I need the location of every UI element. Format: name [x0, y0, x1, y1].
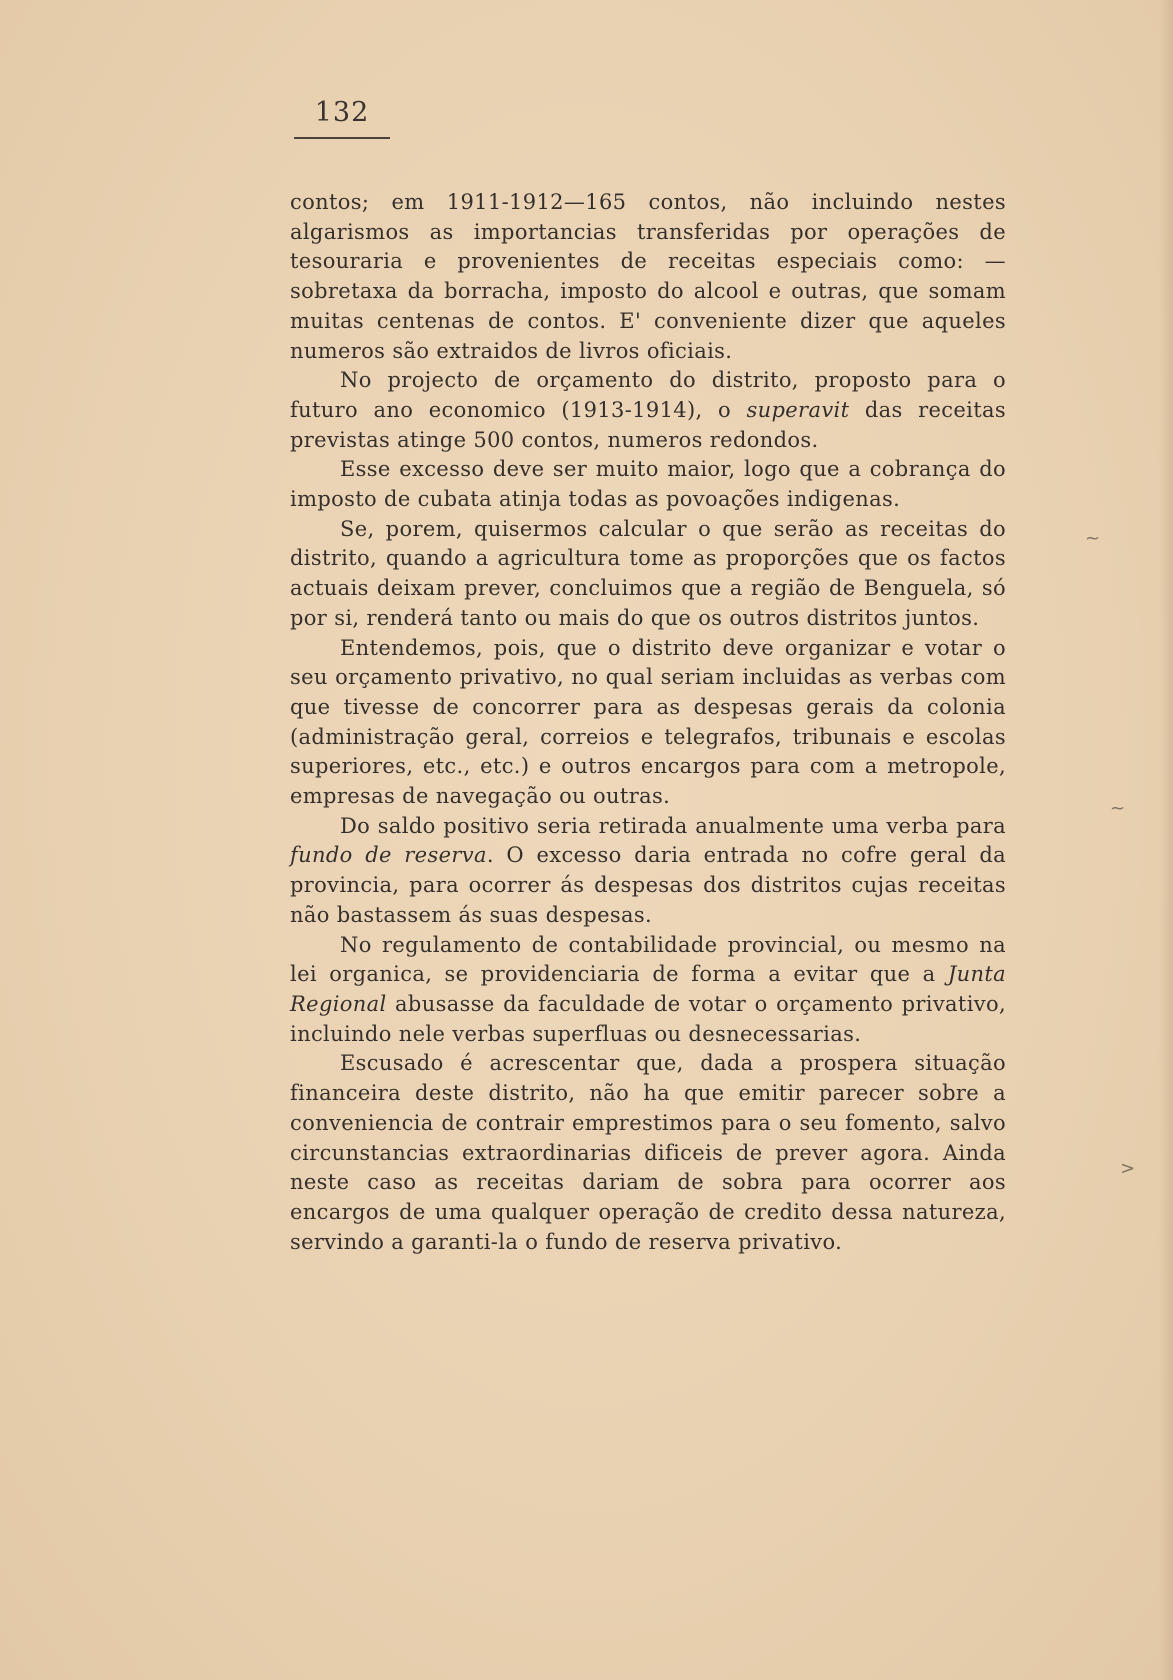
- paragraph: [290, 188, 1006, 366]
- paragraph: [290, 515, 1006, 634]
- text-run: Do saldo positivo seria retirada anualmente uma verba para: [340, 813, 1006, 838]
- page-number-rule: [294, 137, 390, 139]
- paragraph: [290, 1049, 1006, 1257]
- paragraph: [290, 455, 1006, 514]
- text-run: Escusado é acrescentar que, dada a prospera situação financeira deste distrito, não ha que emitir parecer sobre a conveniencia de contrair emprestimos para o seu fomento, salvo circunstancias extraordinarias dificeis de prever agora. Ainda neste caso as receitas dariam de sobra para ocorrer aos encargos de uma qualquer operação de credito dessa natureza, servindo a garanti-la o fundo de reserva privativo.: [290, 1051, 1006, 1254]
- text-run: . O excesso daria entrada no cofre geral da provincia, para ocorrer ás despesas dos distritos cujas receitas não bastassem ás suas despesas.: [290, 843, 1006, 927]
- text-run: Entendemos, pois, que o distrito deve organizar e votar o seu orçamento privativo, no qual seriam incluidas as verbas com que tivesse de concorrer para as despesas gerais da colonia (administração geral, correios e telegrafos, tribunais e escolas superiores, etc., etc.) e outros encargos para com a metropole, empresas de navegação ou outras.: [290, 635, 1006, 809]
- margin-blot-mark: ~: [1085, 528, 1101, 549]
- paragraph: [290, 634, 1006, 812]
- margin-blot-mark: >: [1120, 1158, 1136, 1179]
- text-run: No regulamento de contabilidade provincial, ou mesmo na lei organica, se providenciaria de forma a evitar que a: [290, 932, 1006, 987]
- italic-text: Junta Regional: [290, 962, 1006, 1016]
- body-text: [290, 188, 1006, 1257]
- italic-text: fundo de reserva: [290, 843, 487, 868]
- paragraph: [290, 931, 1006, 1050]
- page-edge-shadow: [1159, 0, 1173, 1680]
- text-run: abusasse da faculdade de votar o orçamento privativo, incluindo nele verbas superfluas ou desnecessarias.: [290, 991, 1006, 1046]
- page-number: 132: [314, 97, 370, 128]
- paragraph: [290, 812, 1006, 931]
- text-run: Esse excesso deve ser muito maior, logo que a cobrança do imposto de cubata atinja todas as povoações indigenas.: [290, 457, 1006, 512]
- text-run: das receitas previstas atinge 500 contos, numeros redondos.: [290, 397, 1006, 452]
- text-run: No projecto de orçamento do distrito, proposto para o futuro ano economico (1913-1914), o: [290, 368, 1006, 422]
- text-run: contos; em 1911-1912—165 contos, não incluindo nestes algarismos as importancias transferidas por operações de tesouraria e provenientes de receitas especiais como: —sobretaxa da borracha, imposto do alcool e outras, que somam muitas centenas de contos. E' conveniente dizer que aqueles numeros são extraidos de livros oficiais.: [290, 190, 1006, 363]
- paragraph: [290, 366, 1006, 455]
- margin-blot-mark: ~: [1110, 798, 1126, 819]
- italic-text: superavit: [746, 397, 850, 422]
- text-run: Se, porem, quisermos calcular o que serão as receitas do distrito, quando a agricultura tome as proporções que os factos actuais deixam prever, concluimos que a região de Benguela, só por si, renderá tanto ou mais do que os outros distritos juntos.: [290, 516, 1006, 630]
